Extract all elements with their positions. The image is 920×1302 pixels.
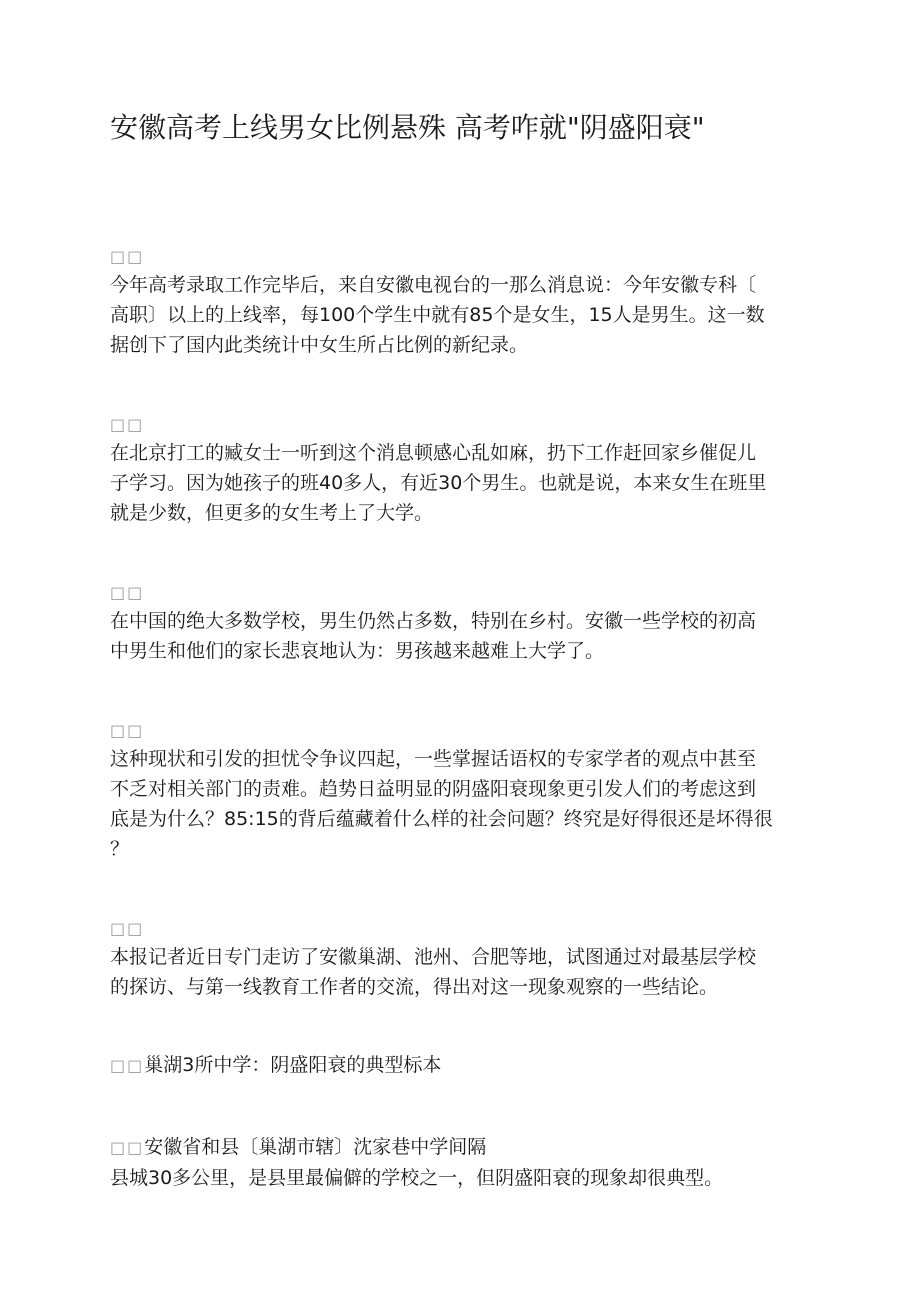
- paragraph-marker: □□: [110, 583, 145, 602]
- paragraph: [110, 1132, 810, 1193]
- paragraph-line: 在北京打工的臧女士一听到这个消息顿感心乱如麻，扔下工作赶回家乡催促儿: [110, 442, 757, 464]
- paragraph-line: 本报记者近日专门走访了安徽巢湖、池州、合肥等地，试图通过对最基层学校: [110, 946, 757, 968]
- paragraph-block: [110, 244, 810, 360]
- paragraph-line: 安徽省和县〔巢湖市辖〕沈家巷中学间隔: [144, 1136, 487, 1158]
- paragraph-marker: □□: [110, 1056, 145, 1075]
- paragraph-block: [110, 916, 810, 1002]
- paragraph-line: 的探访、与第一线教育工作者的交流，得出对这一现象观察的一些结论。: [110, 976, 719, 998]
- section-heading: [110, 1050, 810, 1081]
- paragraph-block: [110, 580, 810, 666]
- document-title: 安徽高考上线男女比例悬殊 高考咋就"阴盛阳衰": [110, 111, 705, 144]
- paragraph: [110, 270, 810, 360]
- paragraph-line: 底是为什么？85:15的背后蕴藏着什么样的社会问题？终究是好得很还是坏得很: [110, 808, 773, 830]
- paragraph-marker: □□: [110, 247, 145, 266]
- paragraph-line: 今年高考录取工作完毕后，来自安徽电视台的一那么消息说：今年安徽专科〔: [110, 274, 757, 296]
- paragraph-line: 不乏对相关部门的责难。趋势日益明显的阴盛阳衰现象更引发人们的考虑这到: [110, 778, 757, 800]
- paragraph-line: 这种现状和引发的担忧令争议四起，一些掌握话语权的专家学者的观点中甚至: [110, 748, 757, 770]
- paragraph-block: [110, 412, 810, 528]
- paragraph-marker: □□: [110, 1138, 145, 1157]
- paragraph-line: 就是少数，但更多的女生考上了大学。: [110, 502, 434, 524]
- paragraph-marker: □□: [110, 919, 145, 938]
- paragraph: [110, 606, 810, 666]
- section-heading-text: 巢湖3所中学：阴盛阳衰的典型标本: [144, 1054, 442, 1076]
- paragraph: [110, 942, 810, 1002]
- paragraph-line: 在中国的绝大多数学校，男生仍然占多数，特别在乡村。安徽一些学校的初高: [110, 610, 757, 632]
- paragraph-line: ？: [110, 838, 130, 860]
- paragraph-line: 高职〕以上的上线率，每100个学生中就有85个是女生，15人是男生。这一数: [110, 304, 765, 326]
- paragraph-line: 子学习。因为她孩子的班40多人，有近30个男生。也就是说，本来女生在班里: [110, 472, 767, 494]
- paragraph: [110, 744, 810, 864]
- paragraph-block: [110, 718, 810, 864]
- paragraph-line: 县城30多公里，是县里最偏僻的学校之一，但阴盛阳衰的现象却很典型。: [110, 1167, 724, 1189]
- paragraph: [110, 438, 810, 528]
- paragraph-block: [110, 1132, 810, 1193]
- paragraph-line: 据创下了国内此类统计中女生所占比例的新纪录。: [110, 334, 529, 356]
- paragraph-marker: □□: [110, 721, 145, 740]
- paragraph-marker: □□: [110, 415, 145, 434]
- paragraph-line: 中男生和他们的家长悲哀地认为：男孩越来越难上大学了。: [110, 640, 605, 662]
